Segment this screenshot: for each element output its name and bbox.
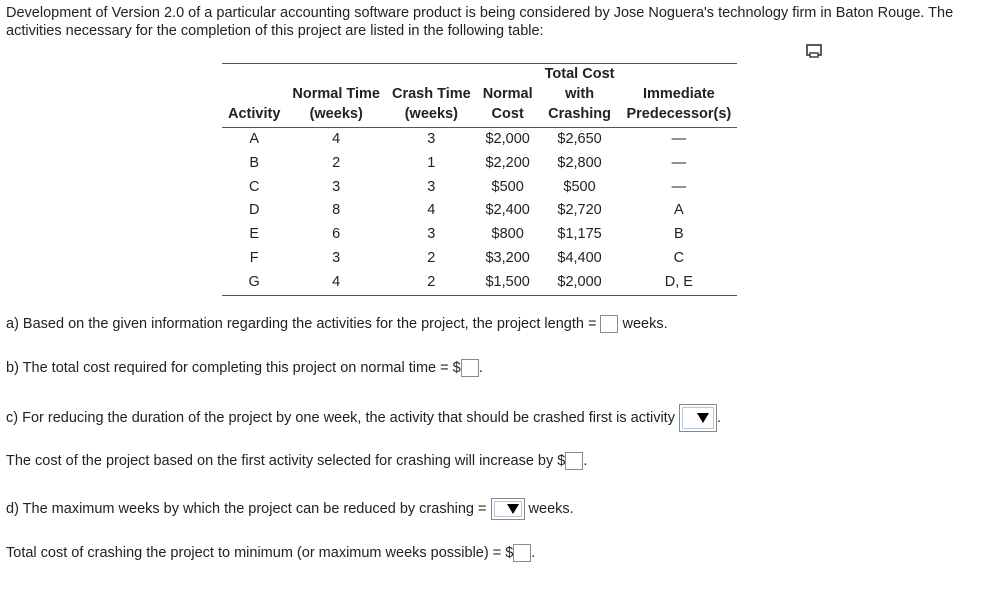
cell-normal-time: 3: [332, 178, 341, 195]
table-row: [222, 176, 737, 200]
question-c-text: c) For reducing the duration of the project by one week, the activity that should be crashed first is activity: [6, 409, 675, 426]
dropdown-arrow-icon: [507, 504, 519, 514]
question-b-period: .: [478, 360, 483, 376]
table-row: [222, 128, 737, 152]
table-row: [222, 247, 737, 271]
header-activity: Activity: [222, 64, 286, 128]
cell-normal-cost: $800: [491, 226, 524, 243]
cell-normal-time: 3: [332, 249, 341, 266]
question-c-cost: [6, 451, 587, 471]
table-row: [222, 223, 737, 247]
cell-predecessor: —: [671, 154, 687, 171]
question-b-text: b) The total cost required for completing this project on normal time = $: [6, 360, 461, 376]
cell-activity: D: [248, 202, 260, 219]
table-row: [222, 152, 737, 176]
activities-table: [222, 63, 737, 296]
question-c-cost-text: The cost of the project based on the first activity selected for crashing will increase by $: [6, 453, 566, 469]
cell-crash-time: 2: [386, 271, 477, 295]
cell-predecessor: A: [674, 202, 684, 219]
project-length-input[interactable]: [600, 315, 618, 333]
cell-activity: F: [249, 249, 259, 266]
normal-cost-input[interactable]: [461, 359, 479, 377]
cost-increase-input[interactable]: [565, 452, 583, 470]
print-icon[interactable]: [806, 44, 822, 58]
question-b: [6, 358, 483, 378]
total-crash-cost-input[interactable]: [513, 544, 531, 562]
cell-crash-time: 4: [427, 202, 436, 219]
cell-normal-cost: $2,000: [485, 131, 530, 147]
cell-activity: G: [222, 271, 286, 295]
cell-normal-time: 4: [332, 131, 341, 147]
cell-crash-time: 3: [427, 226, 436, 243]
cell-crash-time: 2: [427, 249, 436, 266]
question-c: [6, 404, 721, 432]
question-d-total-period: .: [531, 545, 536, 561]
question-d-text: d) The maximum weeks by which the project can be reduced by crashing =: [6, 500, 487, 517]
cell-predecessor: B: [674, 226, 684, 243]
cell-normal-time: 2: [332, 154, 341, 171]
table-row: [222, 271, 737, 295]
question-d-total: [6, 543, 535, 563]
table-header-row: [222, 64, 737, 128]
question-c-period: .: [716, 409, 722, 426]
cell-normal-cost: $2,400: [485, 202, 530, 219]
cell-activity: A: [249, 131, 260, 147]
cell-normal-cost: $3,200: [485, 249, 530, 266]
header-normal-time: Normal Time (weeks): [286, 64, 386, 128]
cell-crash-cost: $500: [563, 178, 596, 195]
cell-crash-cost: $4,400: [557, 249, 602, 266]
cell-normal-cost: $2,200: [485, 154, 530, 171]
cell-activity: E: [249, 226, 260, 243]
cell-crash-cost: $2,720: [557, 202, 602, 219]
cell-crash-time: 1: [427, 154, 436, 171]
max-weeks-select[interactable]: [491, 498, 525, 520]
cell-predecessor: D, E: [620, 271, 737, 295]
cell-crash-time: 3: [427, 178, 436, 195]
cell-crash-cost: $1,175: [557, 226, 602, 243]
question-d: [6, 498, 574, 520]
cell-activity: C: [248, 178, 260, 195]
question-a-text: a) Based on the given information regarding the activities for the project, the project length =: [6, 316, 597, 332]
dropdown-arrow-icon: [697, 413, 709, 423]
table-row: [222, 199, 737, 223]
cell-normal-time: 8: [332, 202, 341, 219]
question-c-cost-period: .: [583, 453, 588, 469]
question-a: [6, 314, 668, 334]
question-d-unit: weeks.: [528, 500, 574, 517]
header-predecessors: Immediate Predecessor(s): [620, 64, 737, 128]
cell-predecessor: —: [671, 178, 687, 195]
cell-crash-time: 3: [427, 131, 436, 147]
cell-predecessor: C: [673, 249, 685, 266]
cell-predecessor: —: [671, 131, 687, 147]
first-crash-activity-select[interactable]: [679, 404, 717, 432]
header-total-cost-crashing: Total Cost with Crashing: [539, 64, 621, 128]
cell-normal-time: 6: [332, 226, 341, 243]
cell-activity: B: [249, 154, 260, 171]
header-normal-cost: Normal Cost: [477, 64, 539, 128]
cell-normal-cost: $500: [491, 178, 524, 195]
question-a-unit: weeks.: [622, 316, 668, 332]
cell-normal-time: 4: [286, 271, 386, 295]
question-d-total-text: Total cost of crashing the project to minimum (or maximum weeks possible) = $: [6, 545, 514, 561]
cell-crash-cost: $2,000: [539, 271, 621, 295]
cell-normal-cost: $1,500: [477, 271, 539, 295]
problem-intro: Development of Version 2.0 of a particular accounting software product is being considered by Jose Noguera's technology firm in Baton Rouge. The activities necessary for the completion of this project are listed in the following table:: [6, 5, 954, 39]
header-crash-time: Crash Time (weeks): [386, 64, 477, 128]
cell-crash-cost: $2,800: [557, 154, 602, 171]
cell-crash-cost: $2,650: [557, 131, 602, 147]
